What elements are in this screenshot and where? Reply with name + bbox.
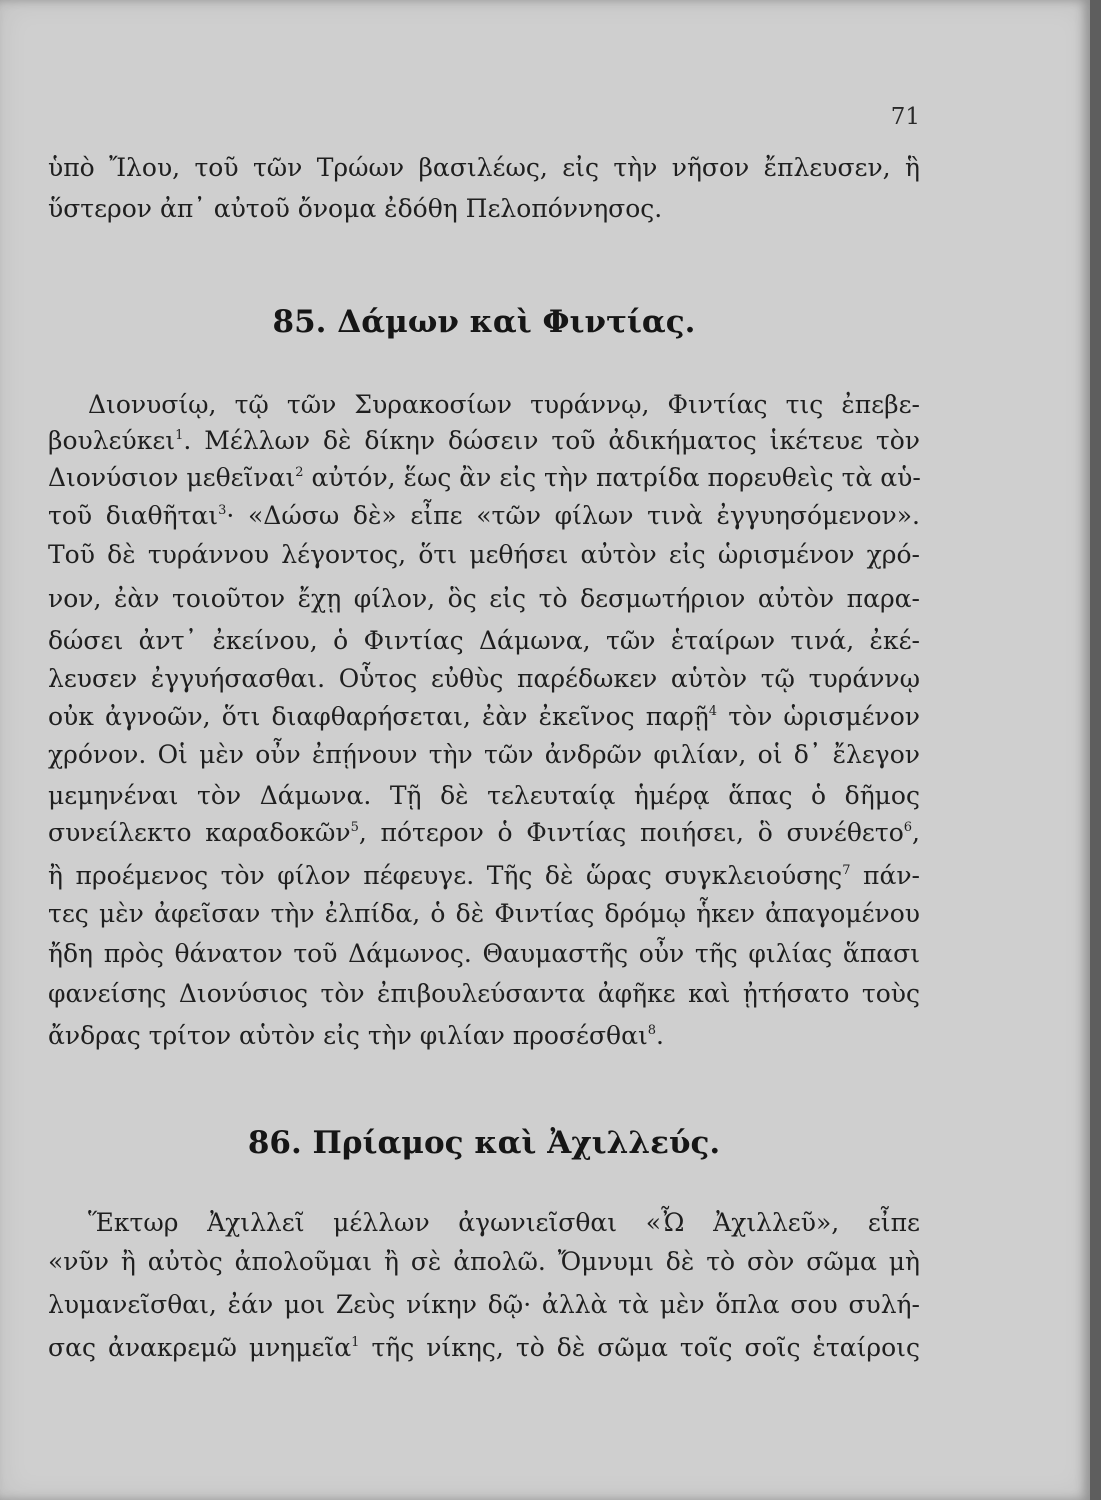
page-number: 71	[890, 104, 920, 130]
body-line: νον, ἐὰν τοιοῦτον ἔχῃ φίλον, ὃς εἰς τὸ δεσμωτήριον αὐτὸν παρα-	[48, 584, 920, 613]
footnote-ref: 6	[903, 820, 913, 835]
body-line: φανείσης Διονύσιος τὸν ἐπιβουλεύσαντα ἀφῆκε καὶ ᾐτήσατο τοὺς	[48, 979, 920, 1008]
footnote-ref: 4	[708, 704, 718, 719]
body-line: τες μὲν ἀφεῖσαν τὴν ἐλπίδα, ὁ δὲ Φιντίας δρόμῳ ἧκεν ἀπαγομένου	[48, 899, 920, 928]
body-line: ἤδη πρὸς θάνατον τοῦ Δάμωνος. Θαυμαστῆς οὖν τῆς φιλίας ἅπασι	[48, 939, 920, 968]
footnote-ref: 5	[350, 820, 359, 835]
body-line: ἢ προέμενος τὸν φίλον πέφευγε. Τῆς δὲ ὥρας συγκλειούσης$^7$ πάν-	[48, 861, 921, 890]
body-line: Διονύσιον μεθεῖναι$^2$ αὐτόν, ἕως ἂν εἰς τὴν πατρίδα πορευθεὶς τὰ αὑ-	[48, 463, 921, 492]
body-line: σας ἀνακρεμῶ μνημεῖα$^1$ τῆς νίκης, τὸ δὲ σῶμα τοῖς σοῖς ἑταίροις	[48, 1333, 920, 1362]
footnote-ref: 1	[351, 1335, 360, 1350]
body-line: Ἕκτωρ Ἀχιλλεῖ μέλλων ἀγωνιεῖσθαι «Ὦ Ἀχιλλεῦ», εἶπε	[88, 1208, 920, 1237]
section-86-heading: 86. Πρίαμος καὶ Ἀχιλλεύς.	[247, 1125, 721, 1161]
section-85-heading: 85. Δάμων καὶ Φιντίας.	[272, 304, 696, 340]
body-line: «νῦν ἢ αὐτὸς ἀπολοῦμαι ἢ σὲ ἀπολῶ. Ὄμνυμι δὲ τὸ σὸν σῶμα μὴ	[48, 1247, 920, 1276]
body-line: οὐκ ἀγνοῶν, ὅτι διαφθαρήσεται, ἐὰν ἐκεῖνος παρῇ$^4$ τὸν ὡρισμένον	[48, 702, 920, 731]
body-line: τοῦ διαθῆται$^3$· «Δώσω δὲ» εἶπε «τῶν φίλων τινὰ ἐγγυησόμενον».	[48, 501, 921, 530]
footnote-ref: 1	[175, 428, 184, 443]
body-line: συνείλεκτο καραδοκῶν$^5$, πότερον ὁ Φιντίας ποιήσει, ὃ συνέθετο$^6$,	[48, 818, 920, 847]
page-edge	[1090, 0, 1101, 1500]
body-line: λυμανεῖσθαι, ἐάν μοι Ζεὺς νίκην δῷ· ἀλλὰ τὰ μὲν ὅπλα σου συλή-	[48, 1290, 920, 1319]
footnote-ref: 8	[647, 1023, 657, 1038]
body-line: Διονυσίῳ, τῷ τῶν Συρακοσίων τυράννῳ, Φιντίας τις ἐπεβε-	[88, 390, 920, 419]
body-line: μεμηνέναι τὸν Δάμωνα. Τῇ δὲ τελευταίᾳ ἡμέρᾳ ἅπας ὁ δῆμος	[48, 781, 920, 810]
intro-line: ὑπὸ Ἴλου, τοῦ τῶν Τρώων βασιλέως, εἰς τὴν νῆσον ἔπλευσεν, ἣ	[48, 153, 920, 182]
body-line: δώσει ἀντ᾿ ἐκείνου, ὁ Φιντίας Δάμωνα, τῶν ἑταίρων τινά, ἐκέ-	[48, 626, 920, 655]
body-line: βουλεύκει$^1$. Μέλλων δὲ δίκην δώσειν τοῦ ἀδικήματος ἱκέτευε τὸν	[48, 426, 920, 455]
intro-line: ὕστερον ἀπ᾿ αὐτοῦ ὄνομα ἐδόθη Πελοπόννησος.	[48, 194, 663, 223]
footnote-ref: 2	[295, 465, 304, 480]
footnote-ref: 3	[218, 503, 227, 518]
body-line: λευσεν ἐγγυήσασθαι. Οὗτος εὐθὺς παρέδωκεν αὑτὸν τῷ τυράννῳ	[48, 664, 920, 693]
body-line: ἄνδρας τρίτον αὑτὸν εἰς τὴν φιλίαν προσέσθαι$^8$.	[48, 1021, 664, 1050]
body-line: Τοῦ δὲ τυράννου λέγοντος, ὅτι μεθήσει αὐτὸν εἰς ὡρισμένον χρό-	[48, 540, 920, 569]
body-line: χρόνον. Οἱ μὲν οὖν ἐπῄνουν τὴν τῶν ἀνδρῶν φιλίαν, οἱ δ᾿ ἔλεγον	[48, 740, 920, 769]
footnote-ref: 7	[842, 863, 851, 878]
